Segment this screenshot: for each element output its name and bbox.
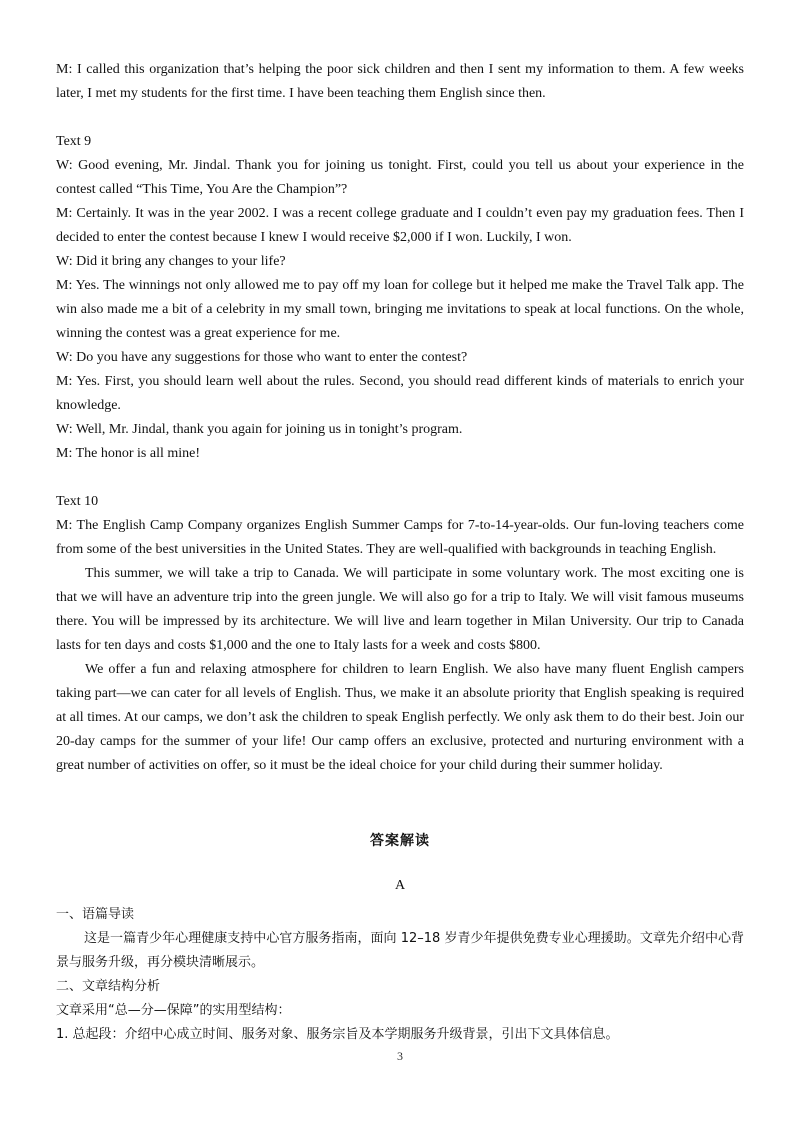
text8-closing-line: M: I called this organization that’s helping the poor sick children and then I sent my information to them. A few weeks later, I met my students for the first time. I have been teaching them English since then. [56, 62, 744, 101]
dialogue-line: W: Do you have any suggestions for those who want to enter the contest? [56, 350, 468, 365]
item1-title: 一、语篇导读 [56, 907, 135, 922]
dialogue-line: M: Certainly. It was in the year 2002. I was a recent college graduate and I couldn’t even pay my graduation fees. Then I decided to enter the contest because I knew I would receive $2,000 if I won. Luckily, I won. [56, 206, 744, 245]
dialogue-line: W: Good evening, Mr. Jindal. Thank you for joining us tonight. First, could you tell us about your experience in the contest called “This Time, You Are the Champion”? [56, 158, 744, 197]
dialogue-line: W: Did it bring any changes to your life? [56, 254, 286, 269]
item1-body: 这是一篇青少年心理健康支持中心官方服务指南，面向 12–18 岁青少年提供免费专业心理援助。文章先介绍中心背景与服务升级，再分模块清晰展示。 [56, 931, 744, 970]
item2-body: 文章采用“总—分—保障”的实用型结构： [56, 1003, 291, 1018]
text9-label: Text 9 [56, 134, 92, 149]
text10-paragraph-1: M: The English Camp Company organizes English Summer Camps for 7-to-14-year-olds. Our fun-loving teachers come from some of the best universities in the United States. They are well-qualified with backgrounds in teaching English. [56, 518, 744, 557]
item2-title: 二、文章结构分析 [56, 979, 161, 994]
text10-paragraph-2: This summer, we will take a trip to Canada. We will participate in some voluntary work. The most exciting one is that we will have an adventure trip into the green jungle. We will also go for a trip to Italy. We will visit famous museums there. You will be impressed by its architecture. We will live and learn together in Milan University. Our trip to Canada lasts for ten days and costs $1,000 and the one to Italy lasts for a week and costs $800. [56, 566, 744, 653]
dialogue-line: M: Yes. The winnings not only allowed me to pay off my loan for college but it helped me make the Travel Talk app. The win also made me a bit of a celebrity in my small town, bringing me invitations to speak at local functions. On the whole, winning the contest was a great experience for me. [56, 278, 744, 341]
dialogue-line: M: The honor is all mine! [56, 446, 200, 461]
answers-heading: 答案解读 [370, 833, 430, 849]
item3: 1. 总起段：介绍中心成立时间、服务对象、服务宗旨及本学期服务升级背景，引出下文具体信息。 [56, 1027, 619, 1042]
listening-transcript [56, 58, 744, 778]
section-label-a: A [394, 878, 406, 893]
text10-paragraph-3: We offer a fun and relaxing atmosphere for children to learn English. We also have many fluent English campers taking part—we can cater for all levels of English. Thus, we make it an absolute priority that English speaking is required at all times. At our camps, we don’t ask the children to speak English perfectly. We only ask them to do their best. Join our 20-day camps for the summer of your life! Our camp offers an exclusive, protected and nurturing environment with a great number of activities on offer, so it must be the ideal choice for your child during their summer holiday. [56, 662, 744, 773]
page-number: 3 [397, 1049, 403, 1063]
answer-explanation [56, 903, 744, 1047]
dialogue-line: W: Well, Mr. Jindal, thank you again for joining us in tonight’s program. [56, 422, 463, 437]
dialogue-line: M: Yes. First, you should learn well about the rules. Second, you should read different kinds of materials to enrich your knowledge. [56, 374, 744, 413]
text10-label: Text 10 [56, 494, 99, 509]
